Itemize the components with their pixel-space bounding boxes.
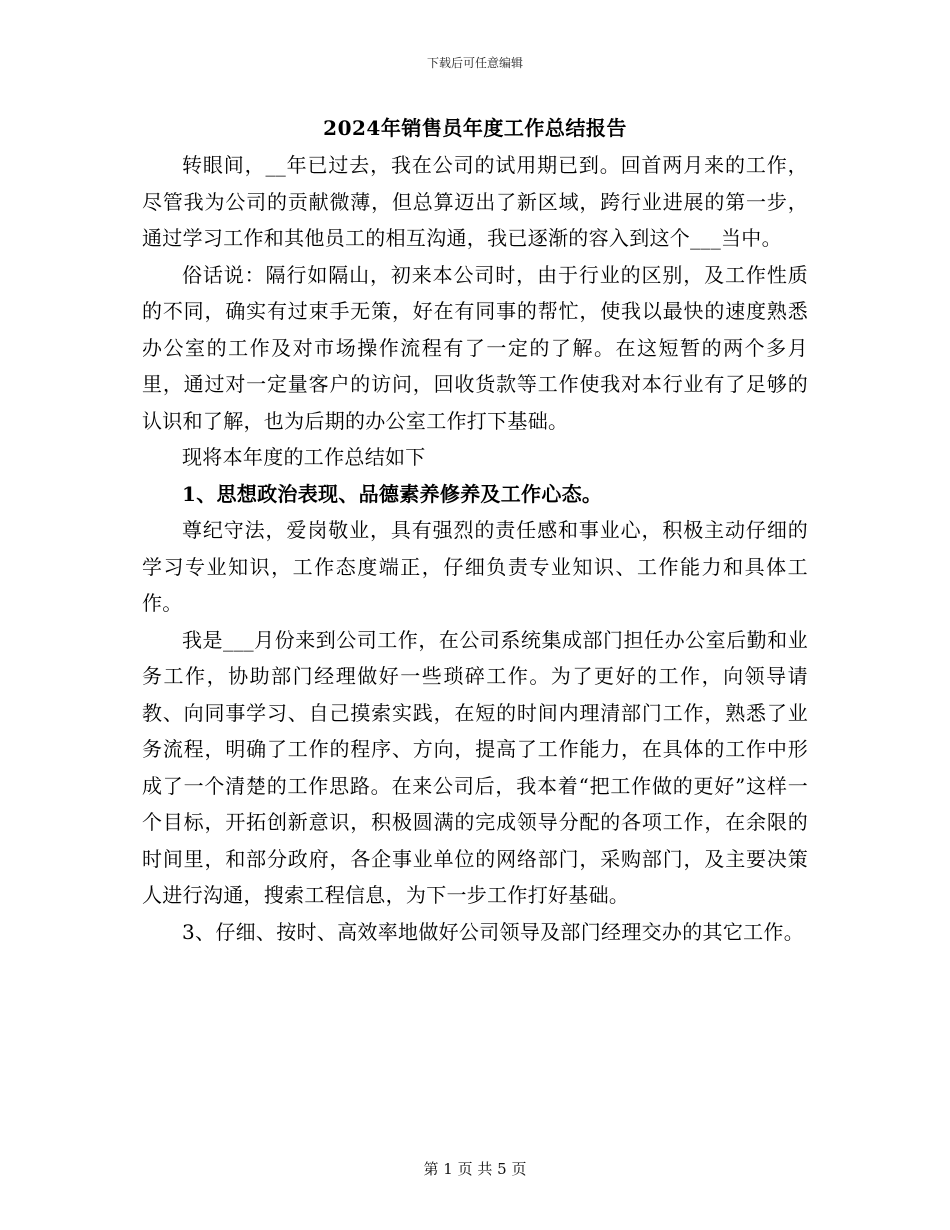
- paragraph-item-3: 3、仔细、按时、高效率地做好公司领导及部门经理交办的其它工作。: [182, 919, 805, 944]
- document-body: [142, 112, 808, 950]
- section-heading-1: 1、思想政治表现、品德素养修养及工作心态。: [182, 481, 603, 506]
- paragraph-attitude: 尊纪守法，爱岗敬业，具有强烈的责任感和事业心，积极主动仔细的学习专业知识，工作态度端正，仔细负责专业知识、工作能力和具体工作。: [142, 518, 808, 615]
- header-note: 下载后可任意编辑: [426, 56, 523, 70]
- paragraph-summary-lead: 现将本年度的工作总结如下: [182, 445, 426, 469]
- document-title: 2024年销售员年度工作总结报告: [323, 116, 627, 140]
- paragraph-work-details: 我是___月份来到公司工作，在公司系统集成部门担任办公室后勤和业务工作，协助部门经理做好一些琐碎工作。为了更好的工作，向领导请教、向同事学习、自己摸索实践，在短的时间内理清部门工作，熟悉了业务流程，明确了工作的程序、方向，提高了工作能力，在具体的工作中形成了一个清楚的工作思路。在来公司后，我本着“把工作做的更好”这样一个目标，开拓创新意识，积极圆满的完成领导分配的各项工作，在余限的时间里，和部分政府，各企事业单位的网络部门，采购部门，及主要决策人进行沟通，搜索工程信息，为下一步工作打好基础。: [142, 627, 808, 907]
- paragraph-proverb: 俗话说：隔行如隔山，初来本公司时，由于行业的区别，及工作性质的不同，确实有过束手无策，好在有同事的帮忙，使我以最快的速度熟悉办公室的工作及对市场操作流程有了一定的了解。在这短暂的两个多月里，通过对一定量客户的访问，回收货款等工作使我对本行业有了足够的认识和了解，也为后期的办公室工作打下基础。: [142, 262, 808, 433]
- page-footer: 第 1 页 共 5 页: [423, 1160, 527, 1178]
- paragraph-intro: 转眼间，__年已过去，我在公司的试用期已到。回首两月来的工作，尽管我为公司的贡献微薄，但总算迈出了新区域，跨行业进展的第一步，通过学习工作和其他员工的相互沟通，我已逐渐的容入到这个___当中。: [142, 153, 808, 250]
